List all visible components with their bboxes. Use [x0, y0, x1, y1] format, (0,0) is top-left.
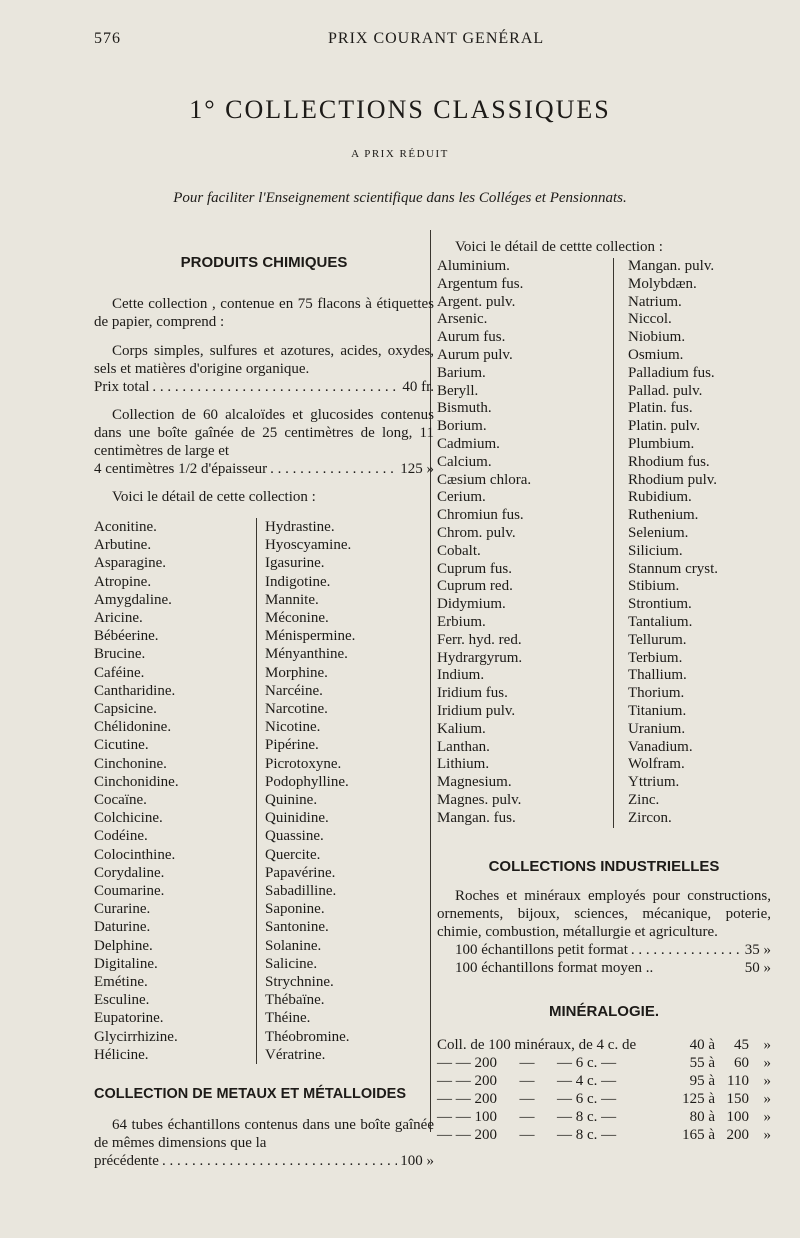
- alkaloid-item: Arbutine.: [94, 537, 152, 554]
- alkaloid-item: Eupatorine.: [94, 1010, 164, 1027]
- alkaloid-item: Daturine.: [94, 919, 151, 936]
- price-line-prix-total: [94, 378, 434, 396]
- metal-item: Rhodium fus.: [628, 453, 710, 470]
- mineralogy-row: [437, 1108, 771, 1126]
- mineralogy-ditto: »: [763, 1126, 771, 1143]
- alkaloid-item: Colocinthine.: [94, 846, 176, 863]
- mineralogy-price-to: 110: [727, 1072, 749, 1089]
- alkaloid-item: Ményanthine.: [265, 646, 348, 663]
- metal-item: Aurum pulv.: [437, 346, 513, 363]
- mineralogy-ditto: »: [763, 1072, 771, 1089]
- mineralogy-price-from: 165 à: [682, 1126, 715, 1143]
- metal-item: Iridium fus.: [437, 685, 508, 702]
- metal-item: Pallad. pulv.: [628, 382, 703, 399]
- alkaloid-item: Quassine.: [265, 828, 324, 845]
- alkaloid-item: Narcéine.: [265, 682, 323, 699]
- mineralogy-price-to: 60: [734, 1054, 749, 1071]
- metal-item: Chromiun fus.: [437, 507, 524, 524]
- leader-dots: [152, 378, 399, 396]
- alkaloid-item: Colchicine.: [94, 810, 163, 827]
- alkaloid-item: Mannite.: [265, 591, 319, 608]
- alkaloid-item: Cinchonidine.: [94, 773, 179, 790]
- mineralogy-desc: — — 200 — — 6 c. —: [437, 1054, 617, 1071]
- page-number: 576: [94, 30, 121, 47]
- alkaloid-item: Santonine.: [265, 919, 329, 936]
- metal-item: Argent. pulv.: [437, 293, 516, 310]
- alkaloid-item: Cocaïne.: [94, 792, 147, 809]
- alkaloid-item: Cicutine.: [94, 737, 149, 754]
- alkaloid-item: Aricine.: [94, 610, 143, 627]
- produits-detail-intro: Voici le détail de cette collection :: [112, 489, 316, 505]
- metal-item: Plumbium.: [628, 435, 695, 452]
- metal-item: Osmium.: [628, 346, 684, 363]
- metal-item: Tellurum.: [628, 631, 687, 648]
- alkaloid-item: Théobromine.: [265, 1028, 350, 1045]
- alkaloid-item: Amygdaline.: [94, 591, 172, 608]
- alkaloid-list-col2: [256, 518, 434, 1064]
- right-column: [437, 230, 771, 1144]
- price-value: 35 »: [744, 941, 771, 958]
- alkaloid-item: Solanine.: [265, 937, 322, 954]
- metal-item: Chrom. pulv.: [437, 524, 516, 541]
- metal-item: Barium.: [437, 364, 486, 381]
- metal-item: Erbium.: [437, 613, 486, 630]
- alkaloid-item: Capsicine.: [94, 701, 157, 718]
- price-label: 4 centimètres 1/2 d'épaisseur: [94, 461, 268, 477]
- section-heading-produits: PRODUITS CHIMIQUES: [180, 254, 348, 271]
- mineralogy-desc: Coll. de 100 minéraux, de 4 c. de: [437, 1036, 637, 1053]
- alkaloid-item: Pipérine.: [265, 737, 319, 754]
- alkaloid-item: Quercite.: [265, 846, 321, 863]
- metal-item: Platin. fus.: [628, 400, 693, 417]
- price-line-format-moyen: [437, 959, 771, 977]
- mineralogy-price-to: 200: [726, 1126, 749, 1143]
- metal-item: Argentum fus.: [437, 275, 524, 292]
- mineralogy-desc: — — 200 — — 4 c. —: [437, 1072, 617, 1089]
- metal-item: Aluminium.: [437, 258, 510, 274]
- mineralogy-price-from: 80 à: [689, 1108, 715, 1125]
- metal-item: Indium.: [437, 667, 485, 684]
- metal-item: Platin. pulv.: [628, 418, 700, 435]
- metal-item: Magnes. pulv.: [437, 791, 522, 808]
- metal-item: Palladium fus.: [628, 364, 715, 381]
- metal-item: Cuprum fus.: [437, 560, 512, 577]
- alkaloid-item: Hélicine.: [94, 1046, 149, 1063]
- metal-item: Rubidium.: [628, 489, 692, 506]
- main-title: 1° COLLECTIONS CLASSIQUES: [189, 95, 611, 124]
- metal-item: Zinc.: [628, 791, 660, 808]
- mineralogy-row: [437, 1090, 771, 1108]
- metal-item: Tantalium.: [628, 613, 693, 630]
- mineralogy-desc: — — 200 — — 8 c. —: [437, 1126, 617, 1143]
- tagline: Pour faciliter l'Enseignement scientifique dans les Colléges et Pensionnats.: [173, 190, 627, 206]
- metal-item: Cobalt.: [437, 542, 481, 559]
- metal-item: Ruthenium.: [628, 507, 699, 524]
- mineralogy-ditto: »: [763, 1090, 771, 1107]
- metal-item: Kalium.: [437, 720, 486, 737]
- alkaloid-item: Thébaïne.: [265, 992, 325, 1009]
- produits-alcaloides: Collection de 60 alcaloïdes et glucosides contenus dans une boîte gaînée de 25 centimètres de long, 11 centimètres de large et: [94, 407, 434, 459]
- alkaloid-item: Strychnine.: [265, 974, 334, 991]
- metal-item: Stibium.: [628, 578, 680, 595]
- alkaloid-item: Delphine.: [94, 937, 153, 954]
- metal-item: Didymium.: [437, 596, 506, 613]
- metal-item: Lanthan.: [437, 738, 490, 755]
- produits-intro: Cette collection , contenue en 75 flacons à étiquettes de papier, comprend :: [94, 296, 434, 330]
- metal-item: Mangan. fus.: [437, 809, 516, 826]
- mineralogy-ditto: »: [763, 1036, 771, 1053]
- metal-item: Silicium.: [628, 542, 683, 559]
- price-value: 100 »: [400, 1153, 434, 1170]
- alkaloid-list: [94, 518, 434, 1064]
- alkaloid-item: Igasurine.: [265, 555, 325, 572]
- metals-detail-intro: Voici le détail de cettte collection :: [455, 239, 663, 255]
- section-heading-mineralogie: MINÉRALOGIE.: [548, 1002, 659, 1020]
- alkaloid-item: Narcotine.: [265, 701, 328, 718]
- metal-item: Wolfram.: [628, 756, 685, 773]
- metal-item: Niccol.: [628, 311, 672, 328]
- section-heading-metaux: COLLECTION DE METAUX ET MÉTALLOIDES: [94, 1086, 407, 1103]
- alkaloid-item: Nicotine.: [265, 719, 321, 736]
- price-label: précédente: [94, 1153, 159, 1170]
- alkaloid-item: Vératrine.: [265, 1046, 326, 1063]
- alkaloid-item: Ménispermine.: [265, 628, 356, 645]
- metal-list-col1: [437, 258, 614, 828]
- alkaloid-item: Glycirrhizine.: [94, 1028, 178, 1045]
- mineralogy-desc: — — 200 — — 6 c. —: [437, 1090, 617, 1107]
- alkaloid-item: Emétine.: [94, 974, 148, 991]
- metal-item: Zircon.: [628, 809, 672, 826]
- price-label: 100 échantillons petit format: [455, 941, 628, 958]
- alkaloid-item: Codéine.: [94, 828, 148, 845]
- metal-item: Mangan. pulv.: [628, 258, 715, 274]
- mineralogy-price-from: 40 à: [689, 1036, 715, 1053]
- metal-item: Ferr. hyd. red.: [437, 631, 522, 648]
- price-value: 40 fr.: [402, 379, 434, 395]
- alkaloid-item: Méconine.: [265, 610, 329, 627]
- metal-item: Cadmium.: [437, 435, 500, 452]
- alkaloid-item: Picrotoxyne.: [265, 755, 342, 772]
- mineralogy-row: [437, 1126, 771, 1144]
- mineralogy-price-to: 100: [726, 1108, 749, 1125]
- mineralogy-price-from: 95 à: [689, 1072, 715, 1089]
- alkaloid-item: Chélidonine.: [94, 719, 172, 736]
- metal-item: Aurum fus.: [437, 329, 506, 346]
- metal-list-col2: [614, 258, 771, 828]
- metal-item: Titanium.: [628, 702, 687, 719]
- mineralogy-desc: — — 100 — — 8 c. —: [437, 1108, 617, 1125]
- metal-item: Uranium.: [628, 720, 686, 737]
- mineralogy-ditto: »: [763, 1054, 771, 1071]
- mineralogy-row: [437, 1072, 771, 1090]
- metal-item: Cerium.: [437, 489, 486, 506]
- mineralogy-ditto: »: [763, 1108, 771, 1125]
- metal-item: Rhodium pulv.: [628, 471, 718, 488]
- alkaloid-item: Saponine.: [265, 901, 325, 918]
- alkaloid-item: Corydaline.: [94, 864, 165, 881]
- mineralogy-row: [437, 1054, 771, 1072]
- section-heading-industrielles: COLLECTIONS INDUSTRIELLES: [488, 857, 720, 875]
- metal-item: Strontium.: [628, 596, 692, 613]
- leader-dots: [162, 1152, 397, 1170]
- alkaloid-item: Salicine.: [265, 955, 318, 972]
- industrielles-description: Roches et minéraux employés pour constructions, ornements, bijoux, sciences, mécanique, poterie, chimie, combustion, métallurgie et agriculture.: [437, 887, 771, 940]
- alkaloid-list-col1: [94, 518, 256, 1064]
- alkaloid-item: Caféine.: [94, 664, 145, 681]
- running-title: PRIX COURANT GENÉRAL: [328, 30, 545, 47]
- alkaloid-item: Digitaline.: [94, 955, 158, 972]
- subtitle: A PRIX RÉDUIT: [351, 148, 449, 160]
- metal-item: Natrium.: [628, 293, 682, 310]
- metal-item: Hydrargyrum.: [437, 649, 523, 666]
- alkaloid-item: Quinidine.: [265, 810, 329, 827]
- metal-item: Borium.: [437, 418, 487, 435]
- mineralogy-price-from: 55 à: [689, 1054, 715, 1071]
- leader-dots: [270, 460, 397, 478]
- metal-list: [437, 258, 771, 828]
- alkaloid-item: Aconitine.: [94, 519, 157, 535]
- alkaloid-item: Brucine.: [94, 646, 146, 663]
- alkaloid-item: Sabadilline.: [265, 883, 337, 900]
- alkaloid-item: Morphine.: [265, 664, 328, 681]
- alkaloid-item: Hydrastine.: [265, 519, 335, 535]
- metal-item: Stannum cryst.: [628, 560, 718, 577]
- produits-corps-simples: Corps simples, sulfures et azotures, acides, oxydes, sels et matières d'origine organique.: [94, 343, 434, 377]
- mineralogy-table: [437, 1036, 771, 1144]
- alkaloid-item: Coumarine.: [94, 883, 165, 900]
- mineralogy-price-to: 150: [726, 1090, 749, 1107]
- price-line-alcaloides: [94, 460, 434, 478]
- metal-item: Beryll.: [437, 382, 479, 399]
- metal-item: Terbium.: [628, 649, 683, 666]
- alkaloid-item: Cinchonine.: [94, 755, 167, 772]
- metal-item: Molybdæn.: [628, 275, 697, 292]
- alkaloid-item: Esculine.: [94, 992, 150, 1009]
- alkaloid-item: Cantharidine.: [94, 682, 176, 699]
- metal-item: Vanadium.: [628, 738, 693, 755]
- metal-item: Cæsium chlora.: [437, 471, 532, 488]
- alkaloid-item: Hyoscyamine.: [265, 537, 352, 554]
- metal-item: Magnesium.: [437, 774, 512, 791]
- price-label: 100 échantillons format moyen ..: [455, 959, 654, 976]
- price-line-metaux: [94, 1152, 434, 1170]
- alkaloid-item: Curarine.: [94, 901, 151, 918]
- metal-item: Thorium.: [628, 685, 685, 702]
- alkaloid-item: Asparagine.: [94, 555, 167, 572]
- metal-item: Selenium.: [628, 524, 689, 541]
- alkaloid-item: Bébéerine.: [94, 628, 159, 645]
- metal-item: Lithium.: [437, 756, 490, 773]
- mineralogy-price-from: 125 à: [682, 1090, 715, 1107]
- alkaloid-item: Théine.: [265, 1010, 311, 1027]
- metal-item: Bismuth.: [437, 400, 492, 417]
- mineralogy-table-body: [437, 1036, 771, 1144]
- mineralogy-price-to: 45: [734, 1036, 749, 1053]
- metaux-description: 64 tubes échantillons contenus dans une boîte gaînée de mêmes dimensions que la: [94, 1117, 434, 1152]
- price-label: Prix total: [94, 379, 150, 395]
- alkaloid-item: Atropine.: [94, 573, 152, 590]
- metal-item: Calcium.: [437, 453, 492, 470]
- price-value: 125 »: [400, 461, 434, 477]
- price-line-petit-format: [437, 941, 771, 959]
- price-value: 50 »: [744, 959, 771, 976]
- mineralogy-row: [437, 1036, 771, 1054]
- alkaloid-item: Papavérine.: [265, 864, 336, 881]
- metal-item: Iridium pulv.: [437, 702, 516, 719]
- metal-item: Cuprum red.: [437, 578, 513, 595]
- alkaloid-item: Quinine.: [265, 792, 318, 809]
- metal-item: Arsenic.: [437, 311, 488, 328]
- metal-item: Niobium.: [628, 329, 686, 346]
- alkaloid-item: Indigotine.: [265, 573, 331, 590]
- metal-item: Yttrium.: [628, 774, 680, 791]
- leader-dots: [631, 941, 742, 959]
- left-column: [94, 240, 434, 1170]
- metal-item: Thallium.: [628, 667, 687, 684]
- alkaloid-item: Podophylline.: [265, 773, 349, 790]
